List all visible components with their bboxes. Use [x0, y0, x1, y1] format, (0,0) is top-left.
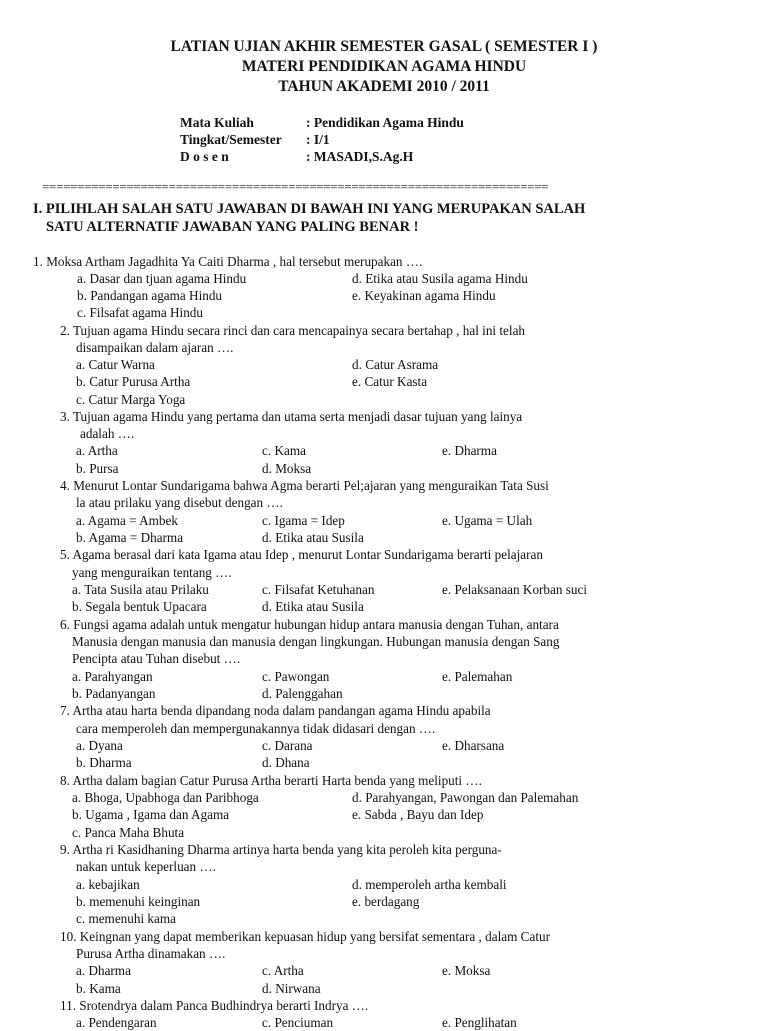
question-4-option-e: e. Ugama = Ulah [442, 513, 533, 528]
info-key: Tingkat/Semester [180, 132, 282, 147]
question-7-option-d: d. Dhana [262, 755, 310, 770]
question-9-option-c: c. memenuhi kama [76, 911, 176, 926]
question-2-option-e: e. Catur Kasta [352, 374, 428, 389]
question-10-option-e: e. Moksa [442, 963, 491, 978]
question-8-option-b: b. Ugama , Igama dan Agama [72, 807, 230, 822]
question-10-cont: Purusa Artha dinamakan …. [76, 946, 226, 961]
question-8-option-e: e. Sabda , Bayu dan Idep [352, 807, 484, 822]
question-3-option-d: d. Moksa [262, 461, 312, 476]
question-10-option-a: a. Dharma [76, 963, 131, 978]
subject-title: MATERI PENDIDIKAN AGAMA HINDU [241, 58, 527, 75]
question-4: 4. Menurut Lontar Sundarigama bahwa Agma berarti Pel;ajaran yang menguraikan Tata Susi [60, 478, 549, 493]
question-5-cont: yang menguraikan tentang …. [72, 565, 232, 580]
question-1-option-d: d. Etika atau Susila agama Hindu [352, 271, 528, 286]
question-1: 1. Moksa Artham Jagadhita Ya Caiti Dharma , hal tersebut merupakan …. [33, 254, 423, 269]
question-3-option-a: a. Artha [76, 443, 118, 458]
question-4-option-d: d. Etika atau Susila [262, 530, 364, 545]
question-7-option-c: c. Darana [262, 738, 313, 753]
separator-line: ======================================================================== [42, 179, 549, 194]
question-2-option-d: d. Catur Asrama [352, 357, 439, 372]
question-10-option-d: d. Nirwana [262, 981, 321, 996]
question-4-option-a: a. Agama = Ambek [76, 513, 178, 528]
question-6-cont: Manusia dengan manusia dan manusia dengan lingkungan. Hubungan manusia dengan Sang [72, 634, 560, 649]
info-value: : I/1 [306, 132, 330, 147]
question-3-option-b: b. Pursa [76, 461, 119, 476]
section-instruction-cont: SATU ALTERNATIF JAWABAN YANG PALING BENAR ! [46, 219, 419, 235]
question-8-option-a: a. Bhoga, Upabhoga dan Paribhoga [72, 790, 259, 805]
question-11-option-c: c. Penciuman [262, 1015, 334, 1030]
question-6: 6. Fungsi agama adalah untuk mengatur hubungan hidup antara manusia dengan Tuhan, antara [60, 617, 559, 632]
info-row-course [180, 115, 464, 131]
question-10-option-c: c. Artha [262, 963, 304, 978]
question-6-option-c: c. Pawongan [262, 669, 330, 684]
question-2-option-a: a. Catur Warna [76, 357, 155, 372]
question-9-cont: nakan untuk keperluan …. [76, 859, 216, 874]
info-key: Mata Kuliah [180, 115, 254, 130]
question-9-option-e: e. berdagang [352, 894, 420, 909]
question-6-cont: Pencipta atau Tuhan disebut …. [72, 651, 241, 666]
question-6-option-e: e. Palemahan [442, 669, 513, 684]
question-5-option-c: c. Filsafat Ketuhanan [262, 582, 375, 597]
question-3-cont: adalah …. [80, 426, 135, 441]
info-row-lecturer [180, 149, 413, 165]
question-7-option-a: a. Dyana [76, 738, 123, 753]
question-8: 8. Artha dalam bagian Catur Purusa Artha berarti Harta benda yang meliputi …. [60, 773, 482, 788]
question-3-option-e: e. Dharma [442, 443, 497, 458]
question-11: 11. Srotendrya dalam Panca Budhindrya berarti Indrya …. [60, 998, 369, 1013]
question-7: 7. Artha atau harta benda dipandang noda dalam pandangan agama Hindu apabila [60, 703, 491, 718]
question-6-option-d: d. Palenggahan [262, 686, 343, 701]
question-2-option-b: b. Catur Purusa Artha [76, 374, 191, 389]
question-1-option-b: b. Pandangan agama Hindu [77, 288, 223, 303]
question-10: 10. Keingnan yang dapat memberikan kepuasan hidup yang bersifat sementara , dalam Catur [60, 929, 550, 944]
exam-title: LATIAN UJIAN AKHIR SEMESTER GASAL ( SEMESTER I ) [170, 38, 598, 55]
info-value: : Pendidikan Agama Hindu [306, 115, 464, 130]
question-9-option-b: b. memenuhi keinginan [76, 894, 201, 909]
question-2-cont: disampaikan dalam ajaran …. [76, 340, 234, 355]
question-5-option-d: d. Etika atau Susila [262, 599, 364, 614]
question-7-option-b: b. Dharma [76, 755, 132, 770]
question-10-option-b: b. Kama [76, 981, 121, 996]
question-2: 2. Tujuan agama Hindu secara rinci dan cara mencapainya secara bertahap , hal ini telah [60, 323, 526, 338]
question-9: 9. Artha ri Kasidhaning Dharma artinya harta benda yang kita peroleh kita perguna- [60, 842, 502, 857]
question-5-option-e: e. Pelaksanaan Korban suci [442, 582, 588, 597]
question-4-cont: la atau prilaku yang disebut dengan …. [76, 495, 283, 510]
question-11-option-a: a. Pendengaran [76, 1015, 157, 1030]
academic-year: TAHUN AKADEMI 2010 / 2011 [278, 78, 490, 95]
question-7-cont: cara memperoleh dan mempergunakannya tidak didasari dengan …. [76, 721, 436, 736]
info-row-level [180, 132, 330, 148]
question-1-option-c: c. Filsafat agama Hindu [77, 305, 203, 320]
question-8-option-d: d. Parahyangan, Pawongan dan Palemahan [352, 790, 579, 805]
question-3-option-c: c. Kama [262, 443, 306, 458]
section-instruction: I. PILIHLAH SALAH SATU JAWABAN DI BAWAH INI YANG MERUPAKAN SALAH [33, 201, 586, 217]
question-5-option-a: a. Tata Susila atau Prilaku [72, 582, 209, 597]
question-4-option-b: b. Agama = Dharma [76, 530, 184, 545]
question-1-option-e: e. Keyakinan agama Hindu [352, 288, 496, 303]
info-value: : MASADI,S.Ag.H [306, 149, 414, 164]
question-4-option-c: c. Igama = Idep [262, 513, 345, 528]
question-6-option-b: b. Padanyangan [72, 686, 156, 701]
info-key: D o s e n [180, 149, 229, 164]
question-1-option-a: a. Dasar dan tjuan agama Hindu [77, 271, 247, 286]
question-3: 3. Tujuan agama Hindu yang pertama dan utama serta menjadi dasar tujuan yang lainya [60, 409, 523, 424]
question-5: 5. Agama berasal dari kata Igama atau Idep , menurut Lontar Sundarigama berarti pelajaran [60, 547, 543, 562]
question-8-option-c: c. Panca Maha Bhuta [72, 825, 185, 840]
question-2-option-c: c. Catur Marga Yoga [76, 392, 186, 407]
question-9-option-a: a. kebajikan [76, 877, 140, 892]
question-11-option-e: e. Penglihatan [442, 1015, 517, 1030]
question-5-option-b: b. Segala bentuk Upacara [72, 599, 207, 614]
question-9-option-d: d. memperoleh artha kembali [352, 877, 507, 892]
question-7-option-e: e. Dharsana [442, 738, 505, 753]
question-6-option-a: a. Parahyangan [72, 669, 153, 684]
